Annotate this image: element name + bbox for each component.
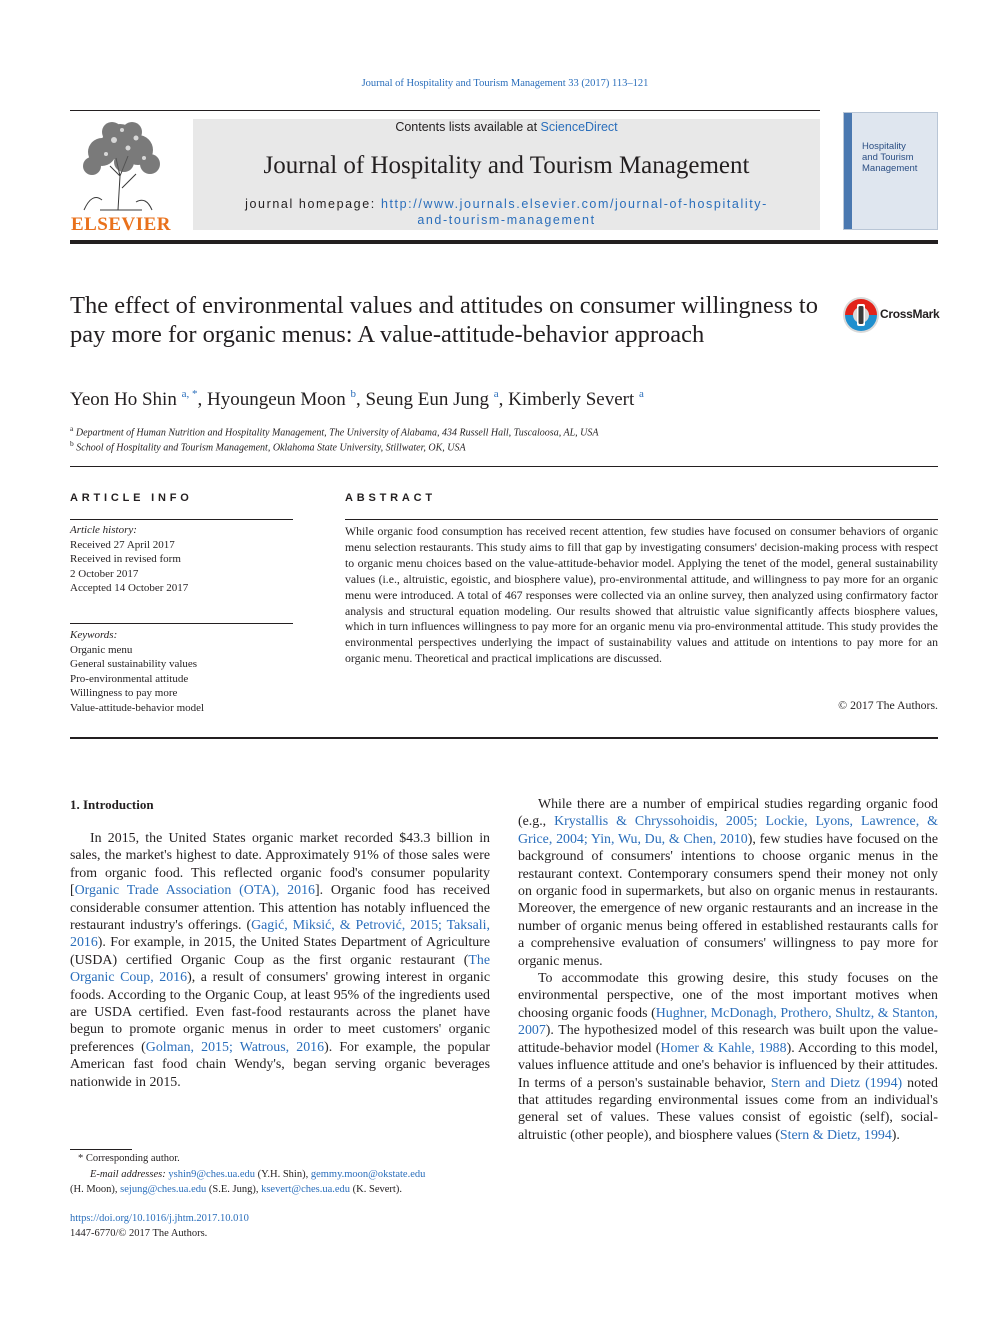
- corresponding-author-note: * Corresponding author.: [78, 1153, 180, 1164]
- citation-link[interactable]: Golman, 2015; Watrous, 2016: [145, 1039, 325, 1055]
- article-info-rule: [70, 519, 293, 520]
- email-link[interactable]: ksevert@ches.ua.edu: [261, 1184, 351, 1195]
- crossmark-label: CrossMark: [880, 307, 940, 321]
- contents-prefix: Contents lists available at: [395, 120, 541, 134]
- body-column-right: [518, 796, 938, 1144]
- front-matter-rule: [70, 737, 938, 739]
- paragraph: [70, 830, 490, 1091]
- journal-title: Journal of Hospitality and Tourism Management: [263, 152, 750, 179]
- history-item: 2 October 2017: [70, 567, 139, 580]
- publisher-wordmark: ELSEVIER: [70, 214, 172, 235]
- footnote-rule: [70, 1149, 132, 1150]
- affiliation-text: Department of Human Nutrition and Hospitality Management, The University of Alabama, 434 Russell Hall, Tuscaloosa, AL, USA: [75, 427, 599, 439]
- history-item: Accepted 14 October 2017: [70, 582, 189, 594]
- text-run: ), few studies have focused on the background of consumers' intentions to choose organic menus in the restaurant context. Contemporary consumers spend their money not only on organic food in supermarkets, but also on organic menus in restaurants. Moreover, the emergence of new organic restaurants and an increase in the number of organic menus being offered in established restaurants calls for a comprehensive evaluation of consumers' willingness to pay more for organic menus.: [518, 831, 938, 969]
- author-name[interactable]: Hyoungeun Moon: [206, 389, 346, 410]
- section-heading-introduction: 1. Introduction: [70, 797, 154, 812]
- journal-masthead: [193, 119, 820, 230]
- email-line: [70, 1167, 490, 1183]
- homepage-link-part1[interactable]: http://www.journals.elsevier.com/journal-of-hospitality-: [380, 197, 768, 211]
- citation-link[interactable]: Stern & Dietz, 1994: [779, 1127, 892, 1143]
- affiliation-a: [70, 424, 870, 438]
- author-list: Yeon Ho Shin $^{a, *}$, Hyoungeun Moon $^b$, Seung Eun Jung $^a$, Kimberly Severt $^a$: [70, 388, 644, 410]
- elsevier-logo: [70, 118, 172, 236]
- homepage-link-part2[interactable]: and-tourism-management: [417, 213, 596, 227]
- sciencedirect-link[interactable]: ScienceDirect: [540, 120, 618, 134]
- text-run: ). The hypothesized model of this research was built upon the value-attitude-behavior model (: [518, 1023, 938, 1056]
- article-history: [70, 523, 293, 596]
- body-column-left: [70, 830, 490, 1091]
- email-link[interactable]: sejung@ches.ua.edu: [120, 1184, 207, 1195]
- abstract-rule: [345, 519, 938, 520]
- text-run: noted that attitudes regarding environmental issues come from an individual's general set of values. These values consist of egoistic (self), social-altruistic (other people), and biosphere values (: [518, 1075, 938, 1143]
- email-label: E-mail addresses:: [90, 1168, 169, 1180]
- email-line: [70, 1182, 490, 1198]
- journal-homepage: [193, 196, 820, 228]
- email-owner: (Y.H. Shin),: [255, 1168, 311, 1180]
- text-run: ). For example, in 2015, the United States Department of Agriculture (USDA) certified Organic Coup as the first organic restaurant (: [70, 935, 490, 968]
- text-run: To accommodate this growing desire, this study focuses on the environmental perspective, one of the most important motives when choosing organic foods (: [518, 971, 938, 1021]
- journal-citation[interactable]: Journal of Hospitality and Tourism Management 33 (2017) 113–121: [361, 78, 649, 89]
- doi-block: [70, 1211, 249, 1241]
- tree-icon: [70, 118, 172, 214]
- author-affiliation-mark[interactable]: a: [493, 388, 499, 400]
- history-item: Received in revised form: [70, 553, 181, 565]
- email-owner: (S.E. Jung),: [206, 1184, 262, 1195]
- author-affiliation-mark[interactable]: a: [639, 388, 644, 400]
- text-run: ), a result of consumers' growing interest in organic foods. According to the Organic Coup, at least 95% of the ingredients used are USDA certified. Even fast-food restaurants across the planet have begun to promote organic menus in order to meet customers' organic preferences (: [70, 970, 490, 1055]
- keywords-label: Keywords:: [70, 629, 118, 641]
- abstract-copyright: © 2017 The Authors.: [838, 698, 938, 712]
- email-owner: (H. Moon),: [70, 1184, 121, 1195]
- citation-link[interactable]: Organic Trade Association (OTA), 2016: [74, 883, 315, 899]
- keywords-block: [70, 628, 293, 715]
- cover-title-line: Hospitality: [862, 141, 906, 152]
- title-block-rule: [70, 466, 938, 467]
- homepage-label: journal homepage:: [245, 197, 381, 211]
- header-rule: [70, 110, 820, 111]
- text-run: ). For example, the popular American fast food chain Wendy's, began serving organic beverages nationwide in 2015.: [70, 1039, 490, 1090]
- citation-link[interactable]: Homer & Kahle, 1988: [660, 1040, 787, 1056]
- citation-link[interactable]: Krystallis & Chryssohoidis, 2005; Lockie, Lyons, Lawrence, & Grice, 2004; Yin, Wu, Du, & Chen, 2010: [518, 814, 938, 847]
- crossmark-icon: [842, 296, 880, 334]
- citation-link[interactable]: Stern and Dietz (1994): [770, 1075, 903, 1091]
- text-run: ]. Organic food has received considerable consumer attention. This attention has notably influenced the restaurant industry's offerings. (: [70, 883, 490, 934]
- keyword: Value-attitude-behavior model: [70, 701, 205, 714]
- footnote: [70, 1151, 490, 1198]
- affiliation-mark: a: [70, 424, 74, 433]
- crossmark-badge[interactable]: [842, 296, 938, 334]
- affiliation-mark: b: [70, 439, 74, 448]
- cover-title-line: and Tourism: [862, 152, 914, 163]
- citation-link[interactable]: Gagić, Miksić, & Petrović, 2015; Taksali, 2016: [70, 918, 490, 951]
- citation-link[interactable]: The Organic Coup, 2016: [70, 952, 490, 986]
- abstract-heading: ABSTRACT: [345, 492, 436, 504]
- email-link[interactable]: yshin9@ches.ua.edu: [168, 1168, 256, 1180]
- text-run: In 2015, the United States organic market recorded $43.3 billion in sales, the market's highest to date. Approximately 91% of those sales were from organic food. This reflected organic food's consumer popularity [: [70, 831, 490, 899]
- affiliation-b: [70, 439, 870, 453]
- cover-band: [844, 113, 852, 229]
- article-title: The effect of environmental values and attitudes on consumer willingness to pay more for organic menus: A value-attitude-behavior approach: [70, 292, 818, 348]
- cover-title: [862, 141, 917, 174]
- contents-line: [193, 120, 820, 134]
- author-name[interactable]: Seung Eun Jung: [365, 389, 490, 410]
- cover-title-line: Management: [862, 163, 918, 174]
- keyword: Pro-environmental attitude: [70, 672, 189, 685]
- issn-line: 1447-6770/© 2017 The Authors.: [70, 1228, 208, 1239]
- keyword: Organic menu: [70, 643, 133, 656]
- affiliation-text: School of Hospitality and Tourism Management, Oklahoma State University, Stillwater, OK, USA: [76, 442, 466, 454]
- header-thick-rule: [70, 240, 938, 244]
- doi-link[interactable]: https://doi.org/10.1016/j.jhtm.2017.10.010: [70, 1213, 249, 1224]
- keyword: General sustainability values: [70, 658, 198, 670]
- text-run: While there are a number of empirical studies regarding organic food (e.g.,: [518, 797, 938, 830]
- author-affiliation-mark[interactable]: b: [350, 388, 357, 400]
- author-name[interactable]: Yeon Ho Shin: [70, 389, 177, 410]
- email-link[interactable]: gemmy.moon@okstate.edu: [310, 1168, 426, 1180]
- history-label: Article history:: [70, 524, 137, 536]
- history-item: Received 27 April 2017: [70, 538, 175, 551]
- text-run: ).: [891, 1127, 900, 1143]
- keyword: Willingness to pay more: [70, 687, 178, 699]
- citation-link[interactable]: Hughner, McDonagh, Prothero, Shultz, & Stanton, 2007: [518, 1005, 939, 1039]
- text-run: ). According to this model, values influence attitude and one's behavior is influenced by their attitudes. In terms of a person's sustainable behavior,: [518, 1040, 939, 1091]
- paragraph: [518, 796, 938, 970]
- email-owner: (K. Severt).: [350, 1184, 402, 1195]
- article-info-heading: ARTICLE INFO: [70, 492, 193, 504]
- paragraph: [518, 970, 938, 1144]
- author-name[interactable]: Kimberly Severt: [508, 389, 635, 410]
- abstract-text: While organic food consumption has received recent attention, few studies have focused on consumer behaviors of organic menu selection restaurants. This study aims to fill that gap by investigating consumers' decision-making process with respect to organic menu choices based on the value-attitude-behavior model. Applying the tenet of the model, general sustainability values (i.e., altruistic, egoistic, and biosphere value), pro-environmental attitude, and willingness to pay more for an organic menu were introduced. A total of 467 responses were collected via an online survey, then analyzed using confirmatory factor analysis and structural equation modeling. Our results showed that altruistic value significantly affects biosphere values, which in turn influences willingness to pay more for an organic menu via pro-environmental attitude. This study provides the environmental perspectives underlying the impact of sustainability values and attitude on intentions to pay more for an organic menu. Theoretical and practical implications are discussed.: [345, 524, 938, 666]
- journal-cover-thumbnail[interactable]: [843, 112, 938, 230]
- author-affiliation-mark[interactable]: a, *: [181, 388, 198, 400]
- keywords-rule: [70, 623, 293, 624]
